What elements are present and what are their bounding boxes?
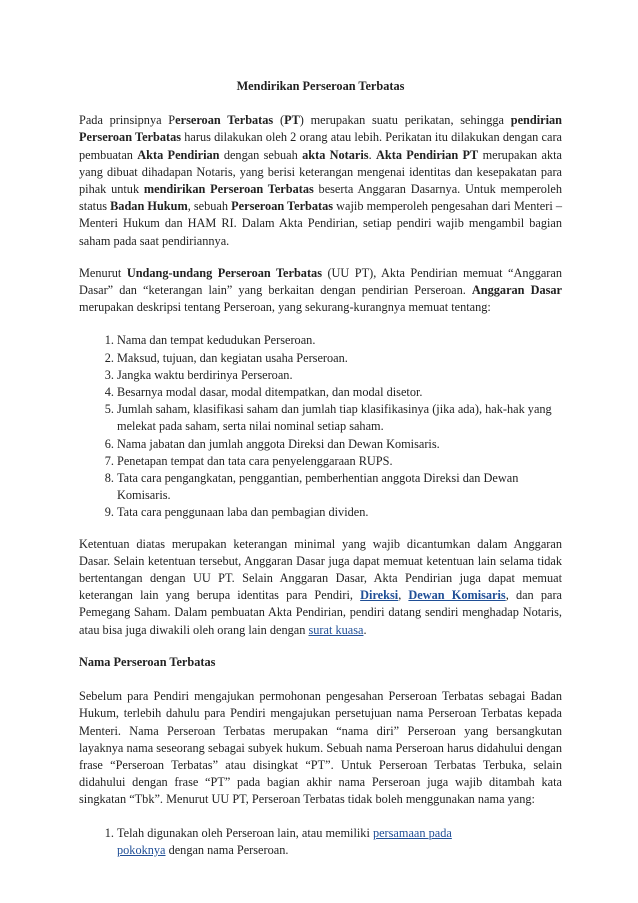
bold-text: PT	[284, 113, 300, 128]
text: Pada prinsipnya P	[79, 113, 176, 128]
document-page	[79, 78, 562, 873]
bold-text: Undang-undang Perseroan Terbatas	[126, 265, 322, 280]
link-direksi[interactable]: Direksi	[360, 588, 399, 603]
list-item: 1. Nama dan tempat kedudukan Perseroan.	[117, 332, 562, 349]
bold-text: Perseroan Terbatas	[231, 199, 334, 214]
text: .	[363, 622, 367, 637]
section-heading: Nama Perseroan Terbatas	[79, 654, 216, 669]
list-item: 6. Nama jabatan dan jumlah anggota Direksi dan Dewan Komisaris.	[117, 436, 562, 453]
text: dengan nama Perseroan.	[165, 842, 289, 857]
text: harus dilakukan oleh 2 orang atau lebih. Perikatan itu dilakukan dengan cara pembuatan	[79, 130, 562, 162]
text: Ketentuan diatas merupakan keterangan minimal yang wajib dicantumkan dalam Anggaran Dasar. Selain ketentuan tersebut, Anggaran Dasar juga dapat memuat ketentuan lain selama tidak bertentangan dengan UU PT. Selain Anggaran Dasar, Akta Pendirian juga dapat memuat keterangan lain yang berupa identitas para Pendiri,	[79, 536, 562, 603]
document-title: Mendirikan Perseroan Terbatas	[236, 79, 405, 93]
text: ,	[398, 588, 409, 603]
text: wajib memperoleh pengesahan dari Menteri – Menteri Hukum dan HAM RI. Dalam Akta Pendirian, setiap pendiri wajib mengambil bagian saham pada saat pendiriannya.	[79, 199, 563, 248]
bold-text: mendirikan Perseroan Terbatas	[143, 182, 314, 197]
list-item: 5. Jumlah saham, klasifikasi saham dan jumlah tiap klasifikasinya (jika ada), hak-hak yang melekat pada saham, serta nilai nominal setiap saham.	[117, 401, 562, 435]
paragraph-intro	[79, 112, 562, 250]
link-surat-kuasa[interactable]: surat kuasa	[308, 622, 364, 637]
bold-text: Akta Pendirian	[137, 147, 220, 162]
bold-text: Badan Hukum	[110, 199, 188, 214]
paragraph-ketentuan	[79, 536, 562, 639]
text: Menurut	[79, 265, 127, 280]
link-dewan-komisaris[interactable]: Dewan Komisaris	[408, 588, 506, 603]
text: , sebuah	[187, 199, 232, 214]
bold-text: pendirian Perseroan Terbatas	[79, 113, 562, 145]
anggaran-dasar-list	[79, 332, 562, 521]
text: beserta Anggaran Dasarnya. Untuk memperoleh status	[79, 182, 562, 214]
list-item: 3. Jangka waktu berdirinya Perseroan.	[117, 367, 562, 384]
link-persamaan-pada-pokoknya[interactable]: persamaan pada pokoknya	[117, 825, 452, 857]
text: (	[273, 113, 285, 128]
list-item	[117, 825, 562, 859]
bold-text: Akta Pendirian PT	[376, 147, 479, 162]
text: Telah digunakan oleh Perseroan lain, atau memiliki	[117, 825, 373, 840]
paragraph-nama: Sebelum para Pendiri mengajukan permohonan pengesahan Perseroan Terbatas sebagai Badan Hukum, terlebih dahulu para Pendiri mengajukan persetujuan nama Perseroan Terbatas kepada Menteri. Nama Perseroan Terbatas merupakan “nama diri” Perseroan yang bersangkutan layaknya nama seseorang sebagai subyek hukum. Sebuah nama Perseroan harus didahului dengan frase “Perseroan Terbatas” atau disingkat “PT”. Untuk Perseroan Terbatas Terbuka, selain didahului dengan frase “PT” pada bagian akhir nama Perseroan juga wajib ditambah kata singkatan “Tbk”. Menurut UU PT, Perseroan Terbatas tidak boleh menggunakan nama yang:	[79, 689, 562, 807]
paragraph-uu-pt	[79, 265, 562, 317]
bold-text: Anggaran Dasar	[471, 283, 562, 298]
text: .	[368, 147, 376, 162]
list-item: 4. Besarnya modal dasar, modal ditempatkan, dan modal disetor.	[117, 384, 562, 401]
text: dengan sebuah	[219, 147, 303, 162]
text: merupakan deskripsi tentang Perseroan, yang sekurang-kurangnya memuat tentang:	[79, 300, 491, 315]
list-item: 9. Tata cara penggunaan laba dan pembagian dividen.	[117, 504, 562, 521]
text: , dan para Pemegang Saham. Dalam pembuatan Akta Pendirian, pendiri datang sendiri menghadap Notaris, atau bisa juga diwakili oleh orang lain dengan	[79, 588, 563, 637]
bold-text: akta Notaris	[302, 147, 369, 162]
list-item: 7. Penetapan tempat dan tata cara penyelenggaraan RUPS.	[117, 453, 562, 470]
list-item: 8. Tata cara pengangkatan, penggantian, pemberhentian anggota Direksi dan Dewan Komisaris.	[117, 470, 562, 504]
text: merupakan akta yang dibuat dihadapan Notaris, yang berisi keterangan mengenai identitas dan kesepakatan para pihak untuk	[79, 147, 562, 197]
list-item: 2. Maksud, tujuan, dan kegiatan usaha Perseroan.	[117, 350, 562, 367]
nama-restriction-list	[79, 825, 562, 859]
text: (UU PT), Akta Pendirian memuat “Anggaran Dasar” dan “keterangan lain” yang berkaitan dengan pendirian Perseroan.	[79, 265, 562, 298]
text: ) merupakan suatu perikatan, sehingga	[299, 113, 511, 128]
bold-text: erseroan Terbatas	[175, 113, 274, 128]
